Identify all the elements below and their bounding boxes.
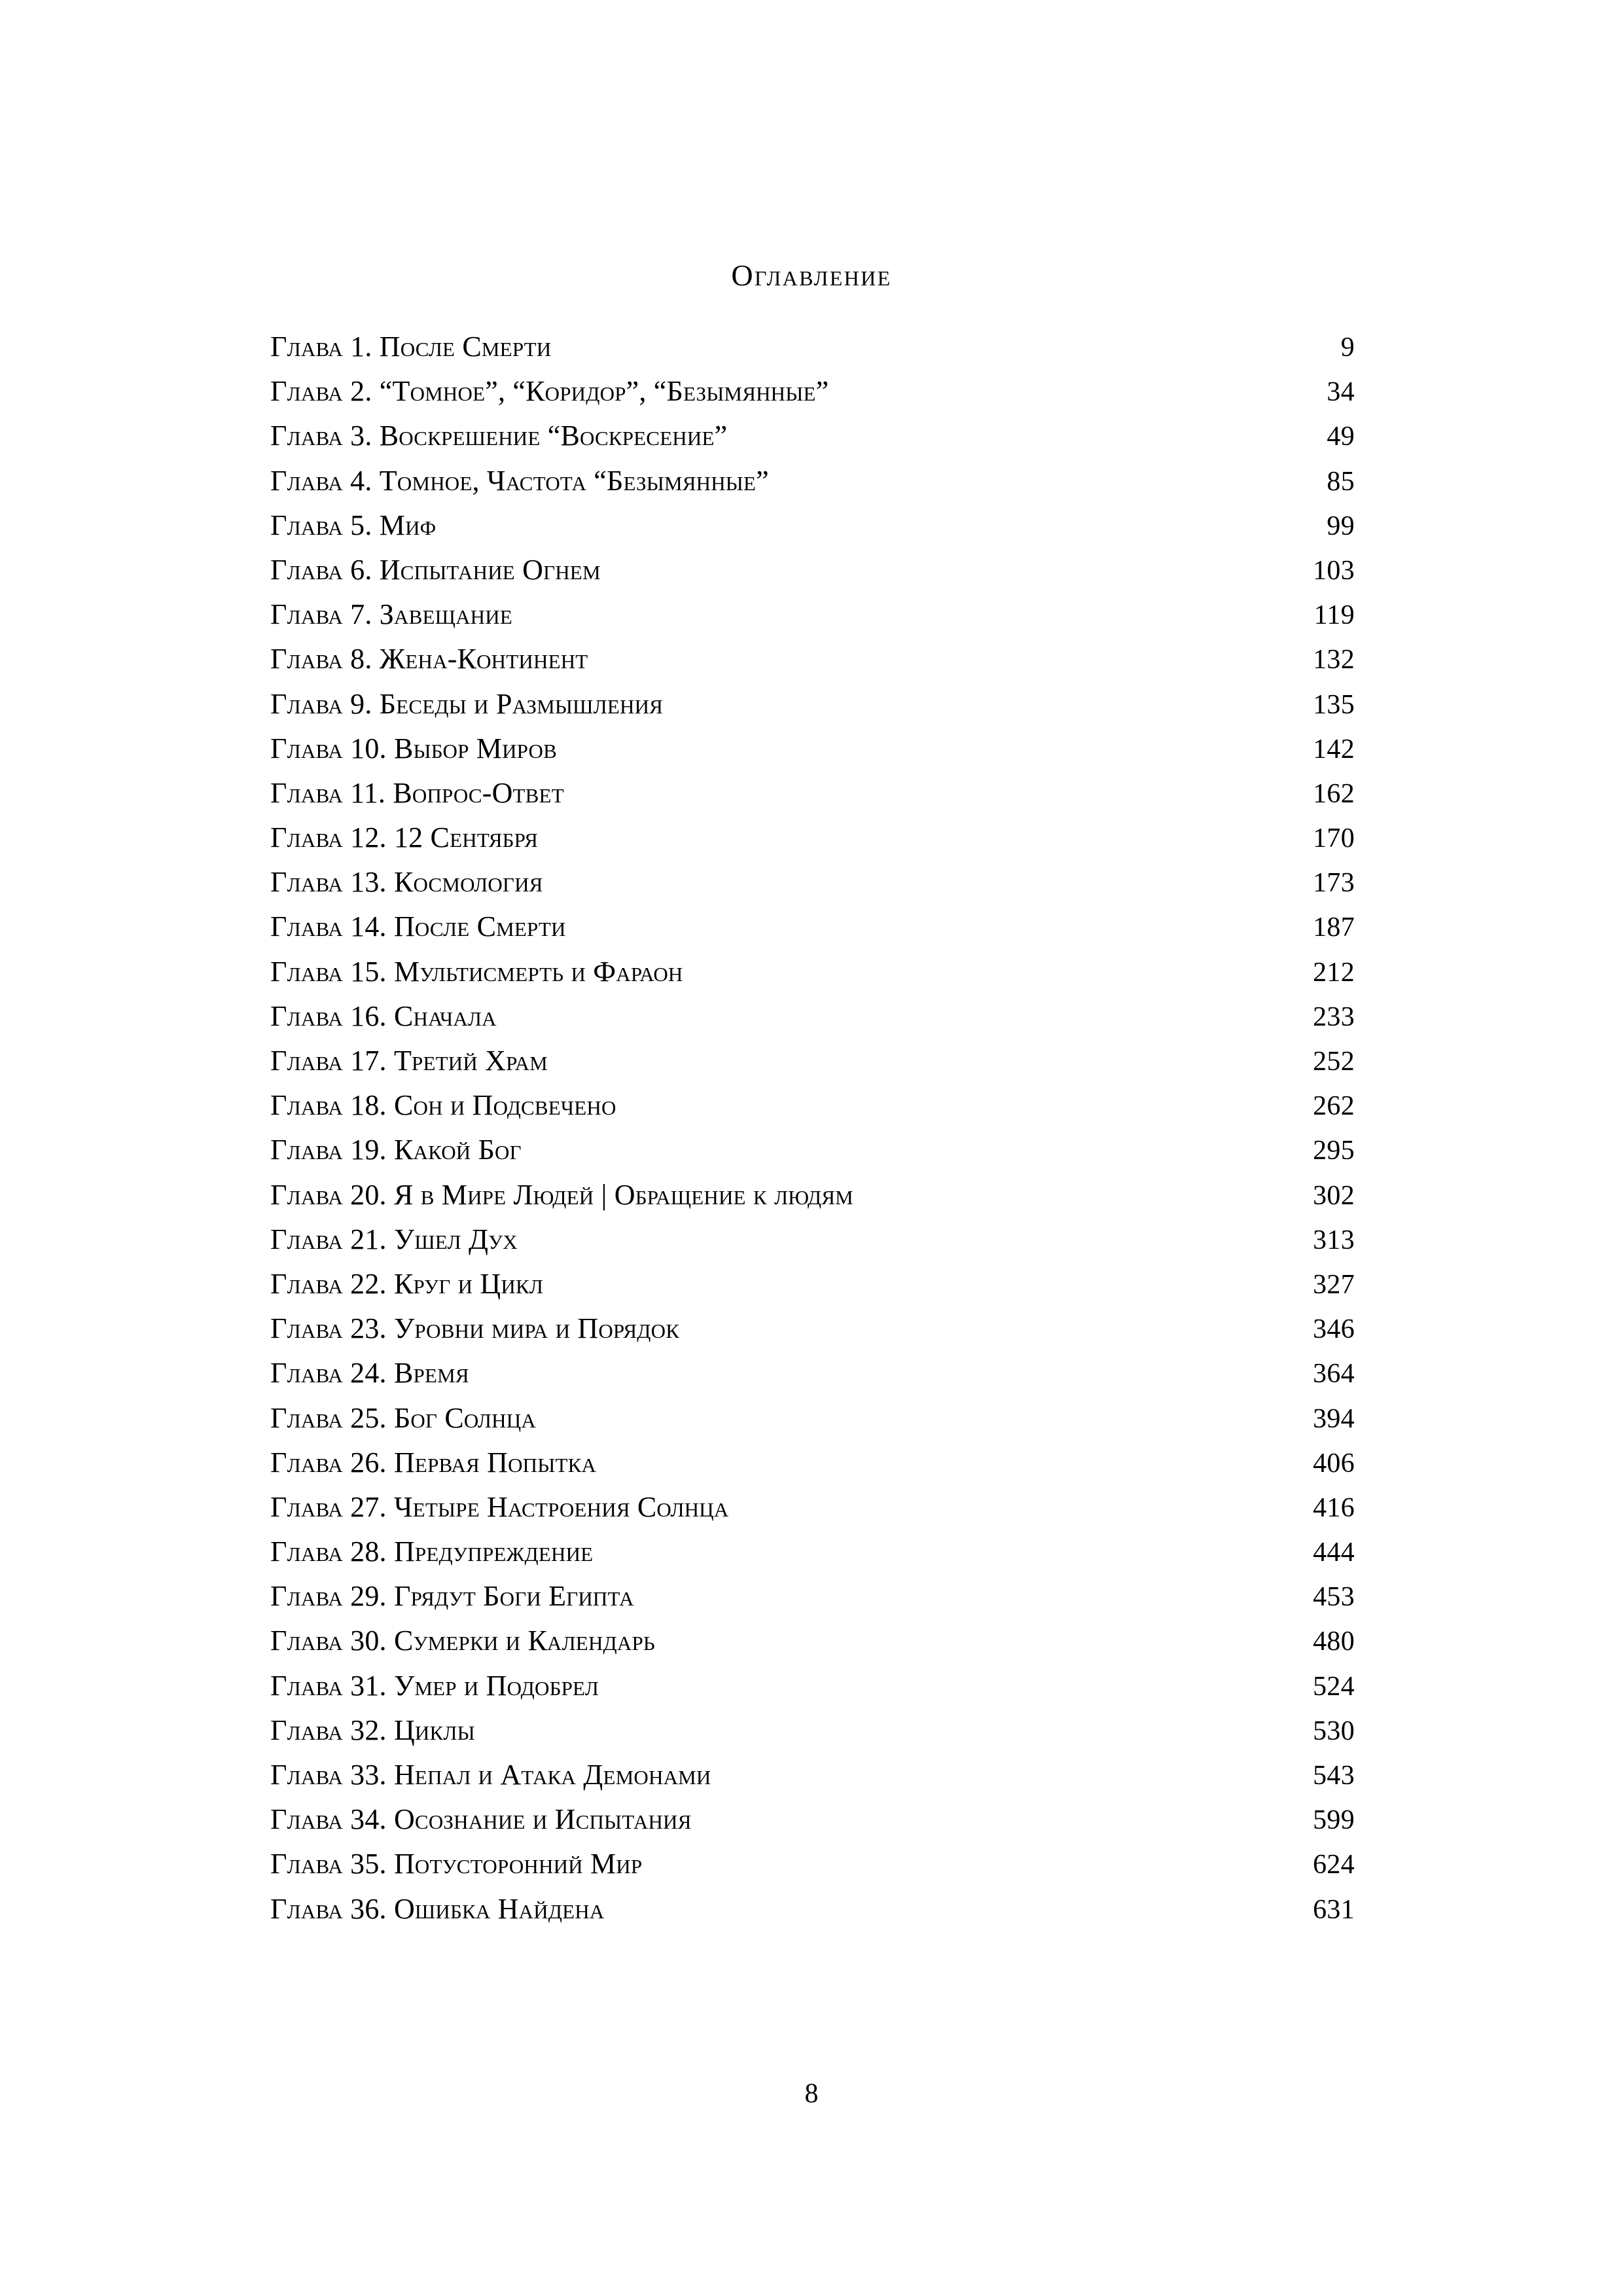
toc-entry-page-number: 453: [1313, 1582, 1355, 1613]
toc-entry-page-number: 631: [1313, 1894, 1355, 1925]
toc-entry[interactable]: [270, 1574, 1355, 1619]
toc-entry[interactable]: [270, 726, 1355, 771]
toc-entry[interactable]: [270, 1485, 1355, 1530]
toc-entry[interactable]: [270, 1530, 1355, 1574]
toc-entry-page-number: 142: [1313, 734, 1355, 764]
toc-entry-title: Глава 8. Жена-Континент: [270, 643, 588, 675]
toc-entry[interactable]: [270, 1708, 1355, 1753]
toc-entry[interactable]: [270, 414, 1355, 458]
toc-entry-title: Глава 11. Вопрос-Ответ: [270, 776, 564, 809]
toc-entry[interactable]: [270, 1262, 1355, 1306]
toc-entry[interactable]: [270, 994, 1355, 1039]
toc-entry-page-number: 364: [1313, 1359, 1355, 1390]
toc-entry[interactable]: [270, 1619, 1355, 1663]
toc-entry[interactable]: [270, 1396, 1355, 1441]
toc-entry-page-number: 480: [1313, 1626, 1355, 1657]
toc-entry[interactable]: [270, 771, 1355, 816]
toc-entry[interactable]: [270, 1351, 1355, 1395]
toc-entry-page-number: 346: [1313, 1314, 1355, 1345]
toc-entry-page-number: 394: [1313, 1403, 1355, 1434]
toc-entry-page-number: 530: [1313, 1715, 1355, 1746]
toc-entry-page-number: 327: [1313, 1269, 1355, 1300]
toc-entry-title: Глава 32. Циклы: [270, 1713, 475, 1746]
table-of-contents-list: [270, 325, 1355, 1931]
toc-entry-page-number: 416: [1313, 1492, 1355, 1523]
toc-entry-page-number: 302: [1313, 1180, 1355, 1211]
toc-entry-page-number: 212: [1313, 957, 1355, 988]
toc-entry-title: Глава 14. После Смерти: [270, 910, 566, 943]
toc-entry-title: Глава 3. Воскрешение “Воскресение”: [270, 420, 728, 452]
toc-entry-title: Глава 5. Миф: [270, 509, 437, 541]
toc-entry-page-number: 233: [1313, 1001, 1355, 1032]
toc-entry-title: Глава 29. Грядут Боги Египта: [270, 1580, 634, 1613]
toc-entry-page-number: 313: [1313, 1225, 1355, 1255]
toc-entry-title: Глава 28. Предупреждение: [270, 1535, 594, 1568]
toc-entry-title: Глава 17. Третий Храм: [270, 1045, 548, 1077]
toc-entry-title: Глава 7. Завещание: [270, 598, 512, 631]
toc-entry-title: Глава 34. Осознание и Испытания: [270, 1803, 692, 1836]
toc-entry[interactable]: [270, 682, 1355, 726]
toc-entry-page-number: 406: [1313, 1448, 1355, 1479]
toc-entry-title: Глава 20. Я в Мире Людей | Обращение к людям: [270, 1178, 853, 1211]
toc-entry-title: Глава 22. Круг и Цикл: [270, 1267, 544, 1300]
toc-entry-page-number: 34: [1327, 377, 1355, 408]
toc-entry-page-number: 543: [1313, 1761, 1355, 1791]
toc-entry[interactable]: [270, 1128, 1355, 1172]
toc-entry-title: Глава 35. Потусторонний Мир: [270, 1848, 643, 1880]
toc-entry-page-number: 132: [1313, 645, 1355, 675]
toc-entry-title: Глава 23. Уровни мира и Порядок: [270, 1312, 680, 1345]
toc-entry-page-number: 599: [1313, 1805, 1355, 1836]
toc-entry-title: Глава 27. Четыре Настроения Солнца: [270, 1490, 729, 1523]
toc-entry-title: Глава 12. 12 Сентября: [270, 821, 539, 854]
toc-entry-title: Глава 26. Первая Попытка: [270, 1446, 597, 1479]
toc-entry-page-number: 173: [1313, 868, 1355, 899]
toc-entry-title: Глава 9. Беседы и Размышления: [270, 687, 664, 720]
toc-entry-title: Глава 6. Испытание Огнем: [270, 553, 601, 586]
toc-entry-title: Глава 36. Ошибка Найдена: [270, 1892, 605, 1925]
toc-entry-title: Глава 19. Какой Бог: [270, 1134, 522, 1166]
toc-entry-title: Глава 16. Сначала: [270, 999, 497, 1032]
page-title: Оглавление: [731, 259, 892, 292]
toc-entry[interactable]: [270, 369, 1355, 414]
toc-entry-page-number: 524: [1313, 1671, 1355, 1702]
toc-entry-page-number: 187: [1313, 912, 1355, 943]
toc-entry[interactable]: [270, 1173, 1355, 1217]
toc-entry-title: Глава 33. Непал и Атака Демонами: [270, 1759, 711, 1791]
toc-entry-page-number: 9: [1340, 332, 1355, 363]
toc-entry-title: Глава 25. Бог Солнца: [270, 1401, 536, 1434]
toc-entry-page-number: 135: [1313, 689, 1355, 720]
toc-entry-page-number: 262: [1313, 1091, 1355, 1122]
toc-entry[interactable]: [270, 325, 1355, 369]
toc-entry-title: Глава 31. Умер и Подобрел: [270, 1669, 599, 1702]
toc-entry-title: Глава 2. “Томное”, “Коридор”, “Безымянные”: [270, 375, 829, 408]
toc-entry-page-number: 103: [1313, 555, 1355, 586]
toc-entry[interactable]: [270, 548, 1355, 592]
toc-entry-title: Глава 13. Космология: [270, 866, 543, 899]
toc-entry[interactable]: [270, 1217, 1355, 1262]
toc-entry[interactable]: [270, 1039, 1355, 1083]
toc-entry[interactable]: [270, 816, 1355, 860]
toc-entry-page-number: 162: [1313, 778, 1355, 809]
toc-entry-page-number: 295: [1313, 1136, 1355, 1166]
toc-entry-title: Глава 4. Томное, Частота “Безымянные”: [270, 464, 769, 497]
toc-entry[interactable]: [270, 1753, 1355, 1797]
toc-entry[interactable]: [270, 459, 1355, 503]
toc-entry[interactable]: [270, 1306, 1355, 1351]
toc-entry[interactable]: [270, 860, 1355, 905]
toc-entry-title: Глава 1. После Смерти: [270, 331, 552, 363]
toc-entry[interactable]: [270, 503, 1355, 548]
toc-entry[interactable]: [270, 637, 1355, 681]
toc-entry[interactable]: [270, 592, 1355, 637]
toc-entry-title: Глава 30. Сумерки и Календарь: [270, 1624, 655, 1657]
toc-entry-title: Глава 18. Сон и Подсвечено: [270, 1089, 616, 1122]
toc-entry[interactable]: [270, 1083, 1355, 1128]
toc-entry-page-number: 624: [1313, 1850, 1355, 1880]
toc-entry-title: Глава 24. Время: [270, 1357, 469, 1390]
toc-entry-title: Глава 21. Ушел Дух: [270, 1223, 518, 1255]
page-number-folio: 8: [804, 2079, 819, 2109]
toc-entry-title: Глава 15. Мультисмерть и Фараон: [270, 955, 683, 988]
toc-entry-page-number: 170: [1313, 823, 1355, 854]
toc-entry[interactable]: [270, 1797, 1355, 1842]
toc-entry-page-number: 85: [1327, 466, 1355, 497]
toc-entry-page-number: 119: [1313, 600, 1355, 631]
toc-entry[interactable]: [270, 950, 1355, 994]
toc-entry-title: Глава 10. Выбор Миров: [270, 732, 557, 764]
toc-entry[interactable]: [270, 1887, 1355, 1931]
toc-entry[interactable]: [270, 905, 1355, 949]
toc-entry[interactable]: [270, 1664, 1355, 1708]
toc-entry-page-number: 252: [1313, 1047, 1355, 1077]
toc-entry-page-number: 49: [1327, 422, 1355, 452]
toc-entry[interactable]: [270, 1441, 1355, 1485]
toc-entry[interactable]: [270, 1842, 1355, 1886]
toc-entry-page-number: 99: [1327, 511, 1355, 541]
toc-entry-page-number: 444: [1313, 1537, 1355, 1568]
